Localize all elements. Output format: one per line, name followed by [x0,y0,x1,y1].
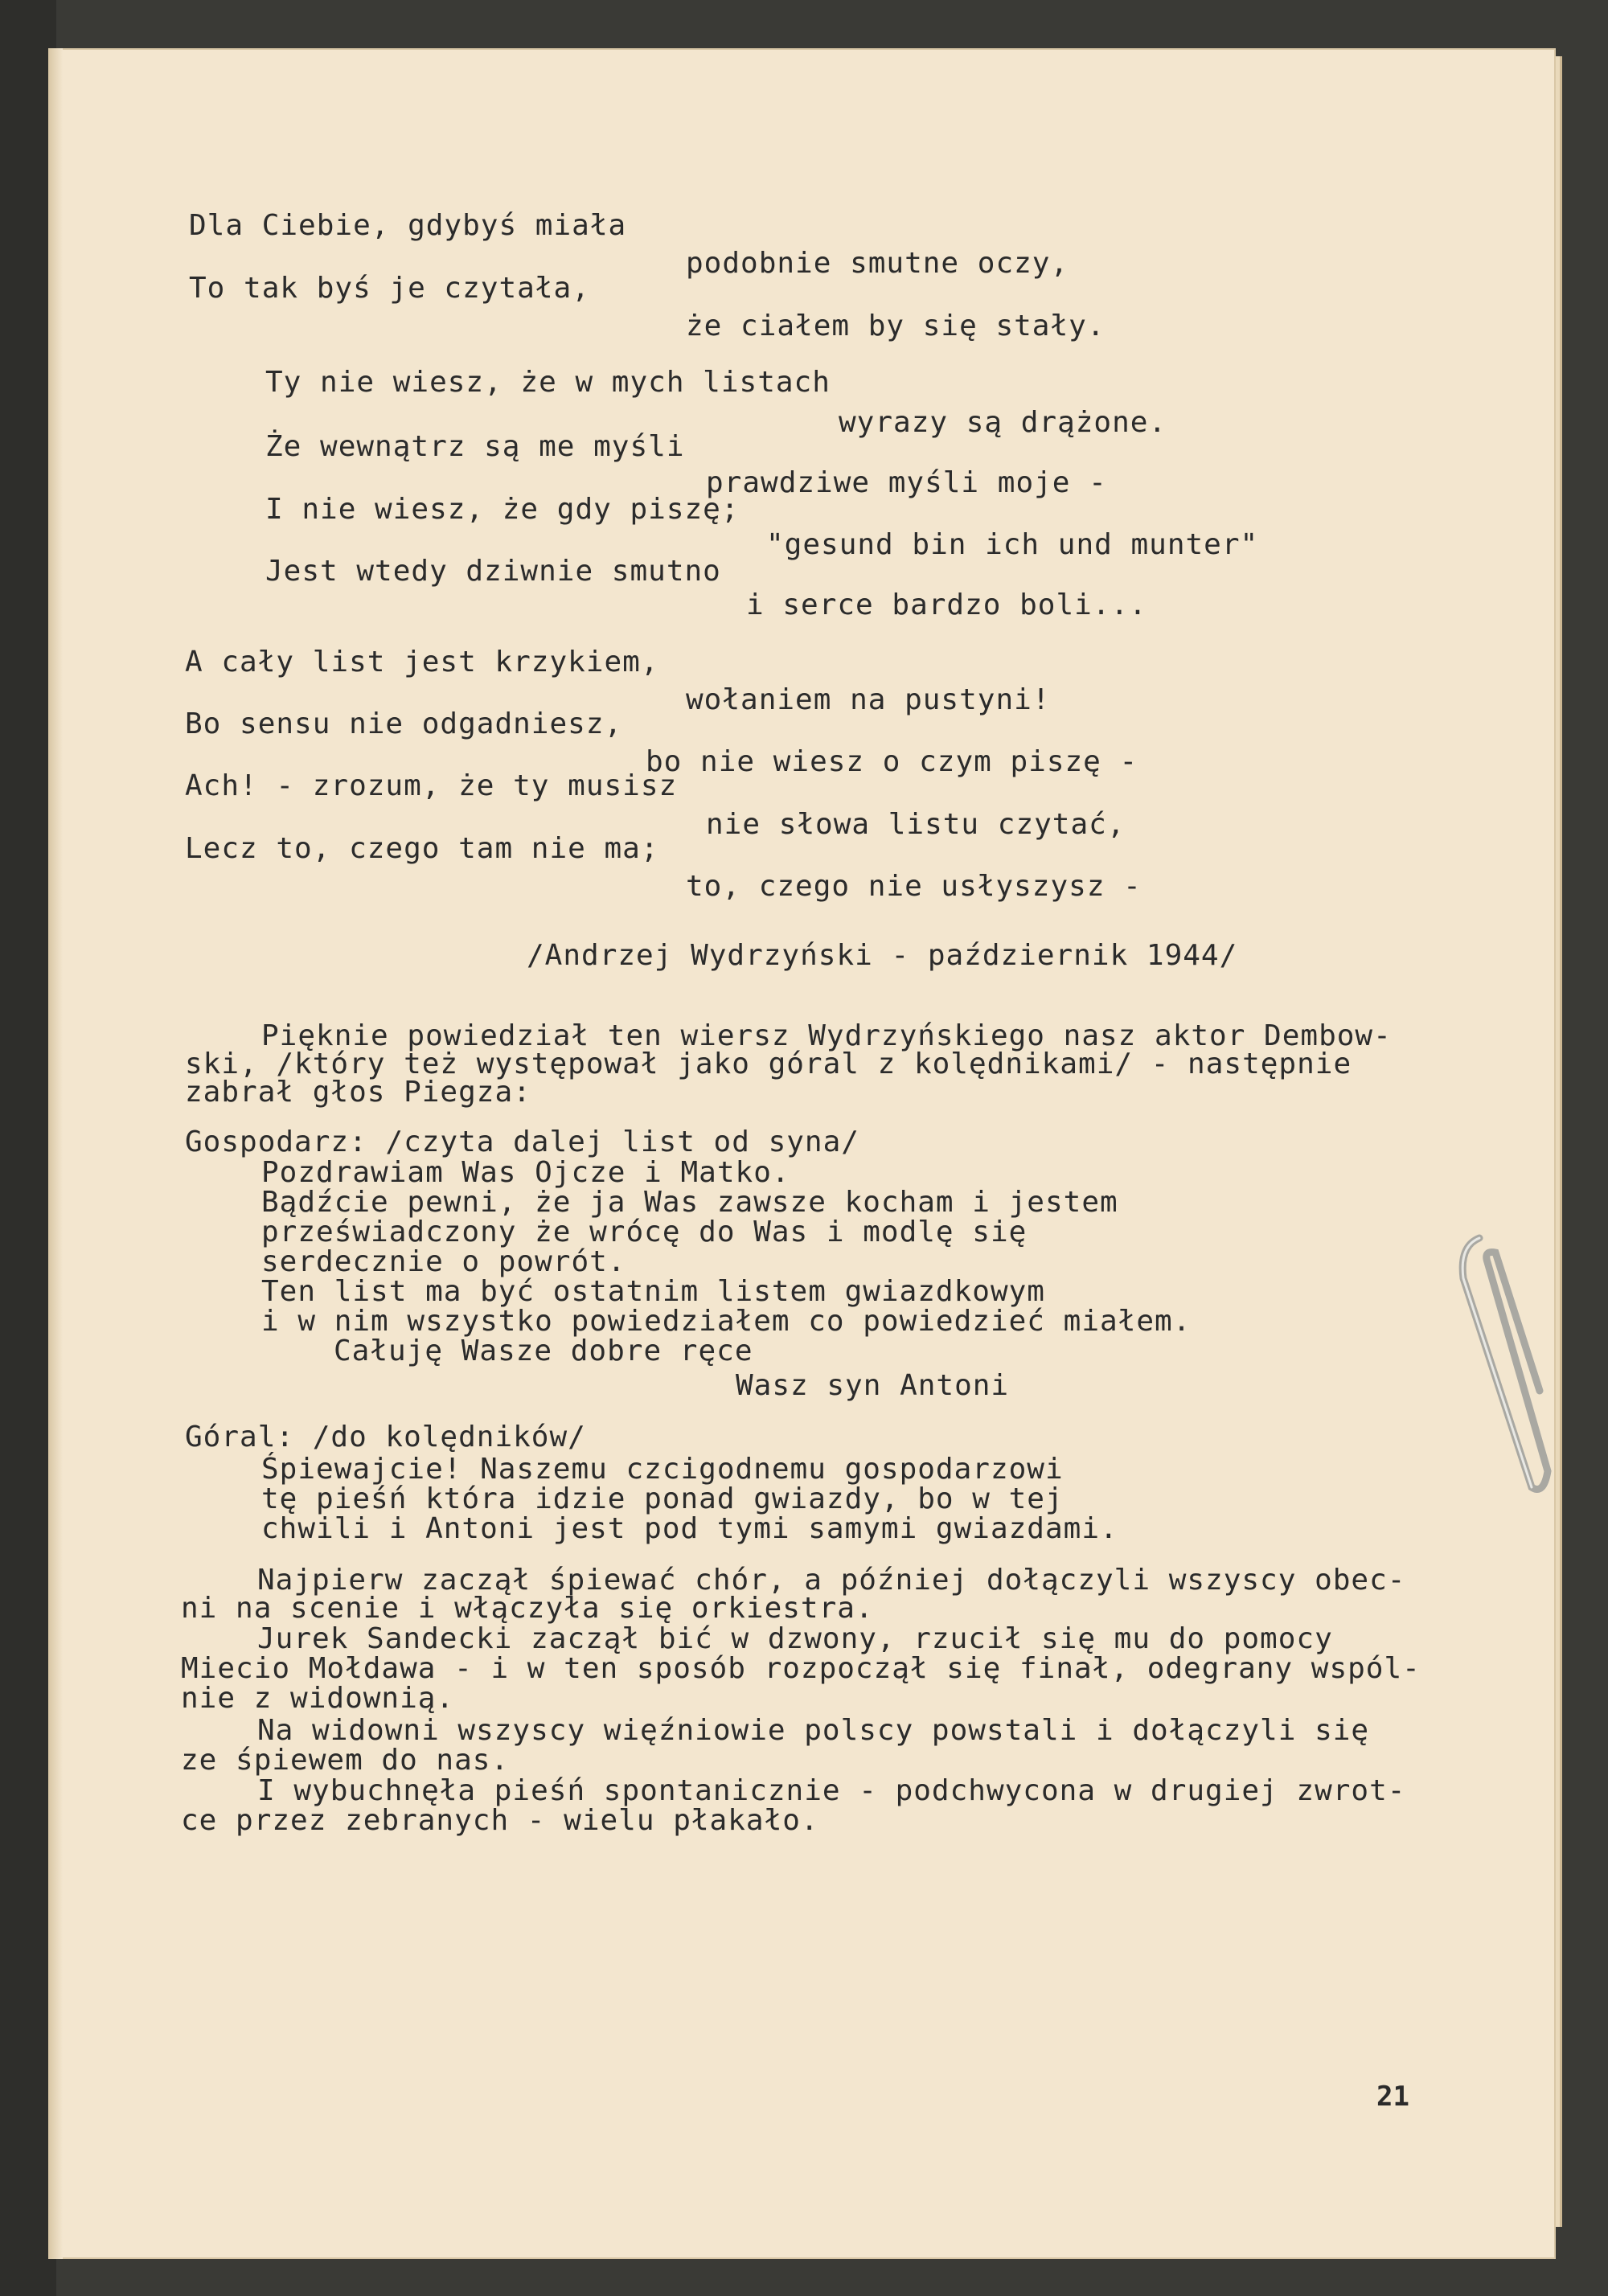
narrative-line: Jurek Sandecki zaczął bić w dzwony, rzucił się mu do pomocy [257,1622,1333,1655]
page-number: 21 [1376,2081,1409,2113]
narrative-line: ze śpiewem do nas. [181,1744,510,1777]
poem-line: Dla Ciebie, gdybyś miała [189,209,627,242]
goral-line: Śpiewajcie! Naszemu czcigodnemu gospodarzowi [261,1453,1064,1486]
poem-line: podobnie smutne oczy, [686,247,1069,280]
poem-line: bo nie wiesz o czym piszę - [646,745,1138,778]
poem-line: Ach! - zrozum, że ty musisz [185,769,678,802]
letter-line: Ten list ma być ostatnim listem gwiazdkowym [261,1275,1045,1308]
poem-line: to, czego nie usłyszysz - [686,870,1142,903]
narrative-line: Na widowni wszyscy więźniowie polscy powstali i dołączyli się [257,1714,1370,1747]
goral-line: tę pieśń która idzie ponad gwiazdy, bo w tej [261,1482,1064,1515]
poem-line: wyrazy są drążone. [839,406,1167,439]
poem-line: i serce bardzo boli... [746,588,1147,621]
speaker-line: Góral: /do kolędników/ [185,1421,586,1453]
letter-line: Pozdrawiam Was Ojcze i Matko. [261,1156,790,1189]
poem-line: Ty nie wiesz, że w mych listach [265,366,831,399]
narrative-line: ni na scenie i włączyła się orkiestra. [181,1592,874,1625]
letter-line: Całuję Wasze dobre ręce [334,1335,753,1367]
document-page [48,48,1556,2259]
narrative-line: zabrał głos Piegza: [185,1076,531,1109]
letter-line: i w nim wszystko powiedziałem co powiedzieć miałem. [261,1305,1192,1338]
poem-line: To tak byś je czytała, [189,272,590,305]
letter-line: serdecznie o powrót. [261,1245,626,1278]
narrative-line: Pięknie powiedział ten wiersz Wydrzyńskiego nasz aktor Dembow- [261,1019,1392,1052]
paper-clip [1455,1230,1552,1495]
poem-line: A cały list jest krzykiem, [185,646,659,679]
narrative-line: ce przez zebranych - wielu płakało. [181,1804,819,1837]
letter-line: Bądźcie pewni, że ja Was zawsze kocham i jestem [261,1186,1118,1219]
goral-line: chwili i Antoni jest pod tymi samymi gwiazdami. [261,1512,1118,1545]
narrative-line: I wybuchnęła pieśń spontanicznie - podchwycona w drugiej zwrot- [257,1774,1406,1807]
narrative-line: nie z widownią. [181,1682,455,1715]
narrative-line: ski, /który też występował jako góral z kolędnikami/ - następnie [185,1048,1352,1080]
letter-line: Wasz syn Antoni [736,1369,1010,1402]
poem-line: Lecz to, czego tam nie ma; [185,832,659,865]
narrative-line: Najpierw zaczął śpiewać chór, a później dołączyli wszyscy obec- [257,1564,1406,1597]
poem-line: "gesund bin ich und munter" [766,528,1259,561]
poem-line: I nie wiesz, że gdy piszę; [265,493,740,526]
poem-line: że ciałem by się stały. [686,310,1106,342]
narrative-line: Miecio Mołdawa - i w ten sposób rozpoczął się finał, odegrany wspól- [181,1652,1421,1685]
speaker-line: Gospodarz: /czyta dalej list od syna/ [185,1125,859,1158]
poem-line: Jest wtedy dziwnie smutno [265,555,721,588]
poem-line: wołaniem na pustyni! [686,683,1051,716]
poem-line: nie słowa listu czytać, [706,808,1126,841]
poem-line: Bo sensu nie odgadniesz, [185,707,623,740]
letter-line: przeświadczony że wrócę do Was i modlę się [261,1216,1028,1248]
poem-attribution: /Andrzej Wydrzyński - październik 1944/ [527,939,1238,972]
poem-line: Że wewnątrz są me myśli [265,430,685,463]
poem-line: prawdziwe myśli moje - [706,466,1107,499]
